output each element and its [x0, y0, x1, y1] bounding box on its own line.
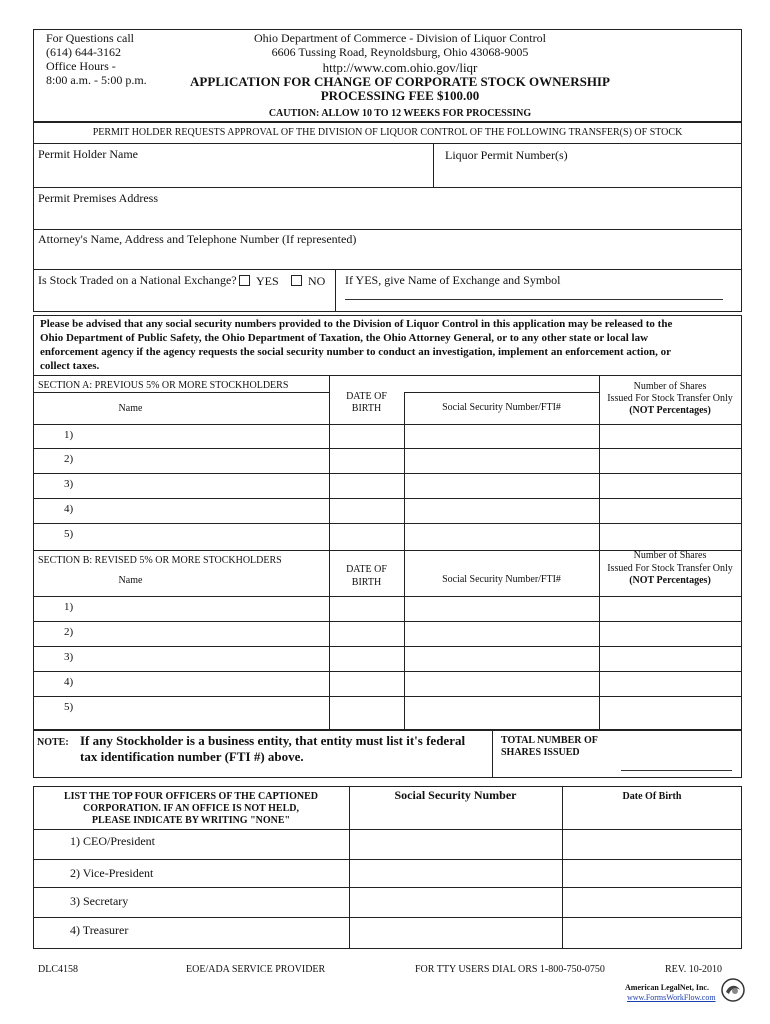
section-a-dob-header: BIRTH	[351, 403, 382, 414]
table-row[interactable]	[33, 917, 742, 918]
section-a-name-header: Name	[118, 403, 143, 414]
contact-line-2: (614) 644-3162	[46, 45, 121, 59]
table-row[interactable]	[33, 859, 742, 860]
section-a-row-label: 3)	[64, 478, 74, 490]
no-label: NO	[308, 274, 326, 288]
table-row[interactable]	[33, 473, 742, 474]
table-row[interactable]	[33, 646, 742, 647]
table-row[interactable]	[33, 523, 742, 524]
divider	[349, 786, 350, 949]
attorney-label: Attorney's Name, Address and Telephone Number (If represented)	[38, 232, 357, 246]
officers-dob-header: Date Of Birth	[622, 791, 682, 802]
section-a-row-label: 2)	[64, 453, 74, 465]
permit-holder-name-label: Permit Holder Name	[38, 147, 138, 161]
officers-instructions: LIST THE TOP FOUR OFFICERS OF THE CAPTIONED	[63, 791, 319, 802]
section-a-title: SECTION A: PREVIOUS 5% OR MORE STOCKHOLDERS	[38, 380, 289, 391]
section-a-shares-header: (NOT Percentages)	[629, 405, 711, 416]
note-line-2: tax identification number (FTI #) above.	[80, 749, 304, 764]
tty-statement: FOR TTY USERS DIAL ORS 1-800-750-0750	[415, 964, 605, 975]
divider	[335, 269, 336, 312]
no-checkbox[interactable]	[291, 275, 302, 286]
eoe-statement: EOE/ADA SERVICE PROVIDER	[186, 964, 326, 975]
exchange-label: If YES, give Name of Exchange and Symbol	[345, 273, 561, 287]
table-row[interactable]	[33, 498, 742, 499]
officer-row-label: 2) Vice-President	[70, 866, 154, 880]
yes-checkbox[interactable]	[239, 275, 250, 286]
divider	[33, 143, 742, 144]
table-row[interactable]	[33, 448, 742, 449]
advisory-line-2: Ohio Department of Public Safety, the Ohio Department of Taxation, the Ohio Attorney General, or to any other state or local law	[40, 332, 649, 344]
section-b-row-label: 5)	[64, 701, 74, 713]
form-number: DLC4158	[38, 964, 78, 975]
table-row[interactable]	[33, 696, 742, 697]
request-statement: PERMIT HOLDER REQUESTS APPROVAL OF THE DIVISION OF LIQUOR CONTROL OF THE FOLLOWING TRANSFER(S) OF STOCK	[92, 127, 683, 138]
divider	[33, 829, 742, 830]
divider	[433, 143, 434, 187]
section-b-shares-header: Number of Shares	[633, 550, 707, 561]
divider	[492, 730, 493, 778]
table-row[interactable]	[33, 671, 742, 672]
officer-row-label: 1) CEO/President	[70, 834, 155, 848]
divider	[599, 550, 600, 730]
section-b-dob-header: BIRTH	[351, 577, 382, 588]
advisory-line-3: enforcement agency if the agency requests the social security number to conduct an investigation, implement an enforcement action, or	[40, 346, 671, 358]
publisher-logo-icon	[721, 978, 745, 1002]
section-b-row-label: 4)	[64, 676, 74, 688]
contact-line-1: For Questions call	[46, 31, 134, 45]
form-title: APPLICATION FOR CHANGE OF CORPORATE STOCK OWNERSHIP	[190, 74, 610, 89]
divider	[404, 392, 599, 393]
officers-instructions: PLEASE INDICATE BY WRITING "NONE"	[91, 815, 291, 826]
divider	[33, 375, 742, 376]
table-row[interactable]	[33, 621, 742, 622]
publisher-name: American LegalNet, Inc.	[625, 983, 709, 992]
section-b-dob-header: DATE OF	[346, 564, 387, 575]
table-row[interactable]	[33, 887, 742, 888]
yes-label: YES	[256, 274, 279, 288]
section-a-ssn-header: Social Security Number/FTI#	[442, 402, 561, 413]
section-a-row-label: 1)	[64, 429, 74, 441]
divider	[33, 269, 742, 270]
divider	[33, 424, 742, 425]
exchange-input-line[interactable]	[345, 299, 723, 300]
section-a-row-label: 5)	[64, 528, 74, 540]
divider	[33, 187, 742, 188]
divider	[562, 786, 563, 949]
contact-line-4: 8:00 a.m. - 5:00 p.m.	[46, 73, 147, 87]
section-a-row-label: 4)	[64, 503, 74, 515]
section-b-shares-header: (NOT Percentages)	[629, 575, 711, 586]
officers-instructions: CORPORATION. IF AN OFFICE IS NOT HELD,	[83, 803, 299, 814]
divider	[404, 550, 405, 730]
agency-url[interactable]: http://www.com.ohio.gov/liqr	[322, 60, 478, 75]
section-a-shares-header: Number of Shares	[633, 381, 707, 392]
officers-ssn-header: Social Security Number	[394, 788, 517, 802]
agency-address: 6606 Tussing Road, Reynoldsburg, Ohio 43068-9005	[271, 45, 529, 59]
publisher-url[interactable]: www.FormsWorkFlow.com	[627, 993, 716, 1002]
premises-address-label: Permit Premises Address	[38, 191, 158, 205]
divider	[404, 392, 405, 550]
section-a-shares-header: Issued For Stock Transfer Only	[607, 393, 733, 404]
advisory-line-1: Please be advised that any social security numbers provided to the Division of Liquor Control in this application may be released to the	[40, 318, 673, 330]
total-shares-label: SHARES ISSUED	[501, 747, 580, 758]
divider	[33, 392, 329, 393]
section-b-name-header: Name	[118, 575, 143, 586]
divider	[329, 550, 330, 730]
stock-traded-label: Is Stock Traded on a National Exchange?	[38, 273, 237, 287]
section-b-row-label: 3)	[64, 651, 74, 663]
total-shares-label: TOTAL NUMBER OF	[501, 735, 598, 746]
section-b-title: SECTION B: REVISED 5% OR MORE STOCKHOLDERS	[38, 555, 282, 566]
section-b-shares-header: Issued For Stock Transfer Only	[607, 563, 733, 574]
section-b-ssn-header: Social Security Number/FTI#	[442, 574, 561, 585]
divider	[33, 596, 742, 597]
officer-row-label: 4) Treasurer	[70, 923, 129, 937]
note-label: NOTE:	[37, 737, 69, 748]
contact-line-3: Office Hours -	[46, 59, 116, 73]
divider	[33, 229, 742, 230]
note-line-1: If any Stockholder is a business entity, that entity must list it's federal	[80, 733, 466, 748]
officer-row-label: 3) Secretary	[70, 894, 129, 908]
total-shares-input-line[interactable]	[621, 770, 732, 771]
revision-date: REV. 10-2010	[665, 964, 723, 975]
advisory-line-4: collect taxes.	[40, 360, 100, 372]
agency-name: Ohio Department of Commerce - Division of Liquor Control	[254, 31, 546, 45]
section-b-row-label: 1)	[64, 601, 74, 613]
processing-fee: PROCESSING FEE $100.00	[320, 88, 480, 103]
section-a-dob-header: DATE OF	[346, 391, 387, 402]
caution-text: CAUTION: ALLOW 10 TO 12 WEEKS FOR PROCESSING	[268, 108, 532, 119]
liquor-permit-number-label: Liquor Permit Number(s)	[445, 148, 568, 162]
section-b-row-label: 2)	[64, 626, 74, 638]
